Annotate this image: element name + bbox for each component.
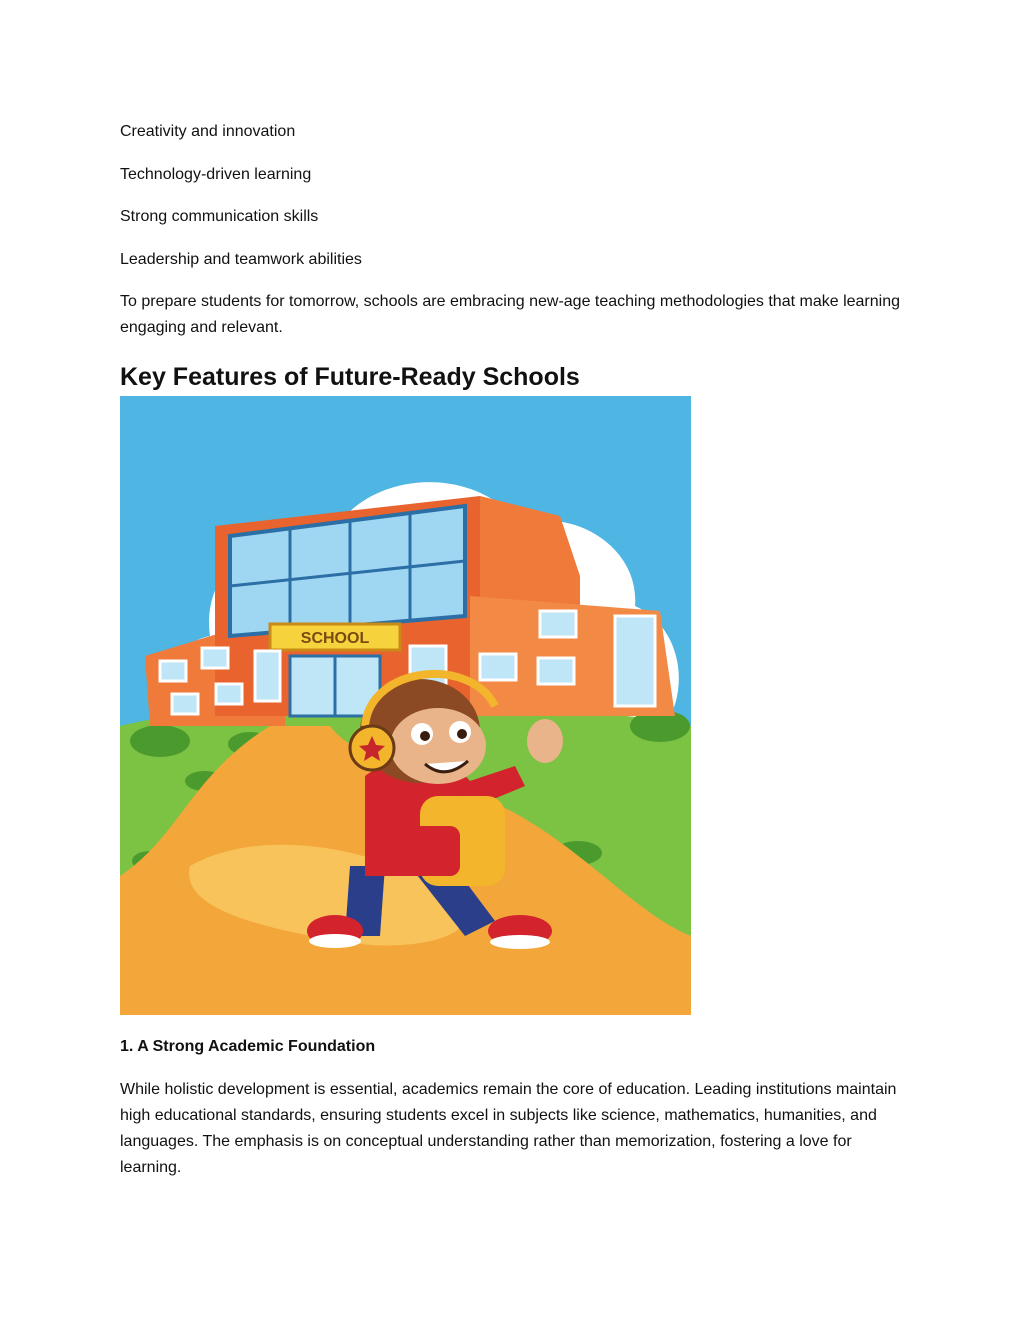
list-item: Leadership and teamwork abilities <box>120 251 362 268</box>
subsection-heading: 1. A Strong Academic Foundation <box>120 1038 376 1055</box>
list-item: Creativity and innovation <box>120 123 296 140</box>
section-heading: Key Features of Future-Ready Schools <box>120 363 580 391</box>
list-item: Strong communication skills <box>120 208 319 225</box>
school-illustration <box>120 396 691 1015</box>
list-item: Technology-driven learning <box>120 166 312 183</box>
school-sign-text: SCHOOL <box>300 630 370 647</box>
intro-paragraph: To prepare students for tomorrow, schools are embracing new-age teaching methodologies that make learning engaging and relevant. <box>120 293 900 336</box>
body-paragraph: While holistic development is essential, academics remain the core of education. Leading institutions maintain high educational standards, ensuring students excel in subjects like science, mathematics, humanities, and languages. The emphasis is on conceptual understanding rather than memorization, fostering a love for learning. <box>120 1081 897 1176</box>
bush <box>130 725 190 757</box>
